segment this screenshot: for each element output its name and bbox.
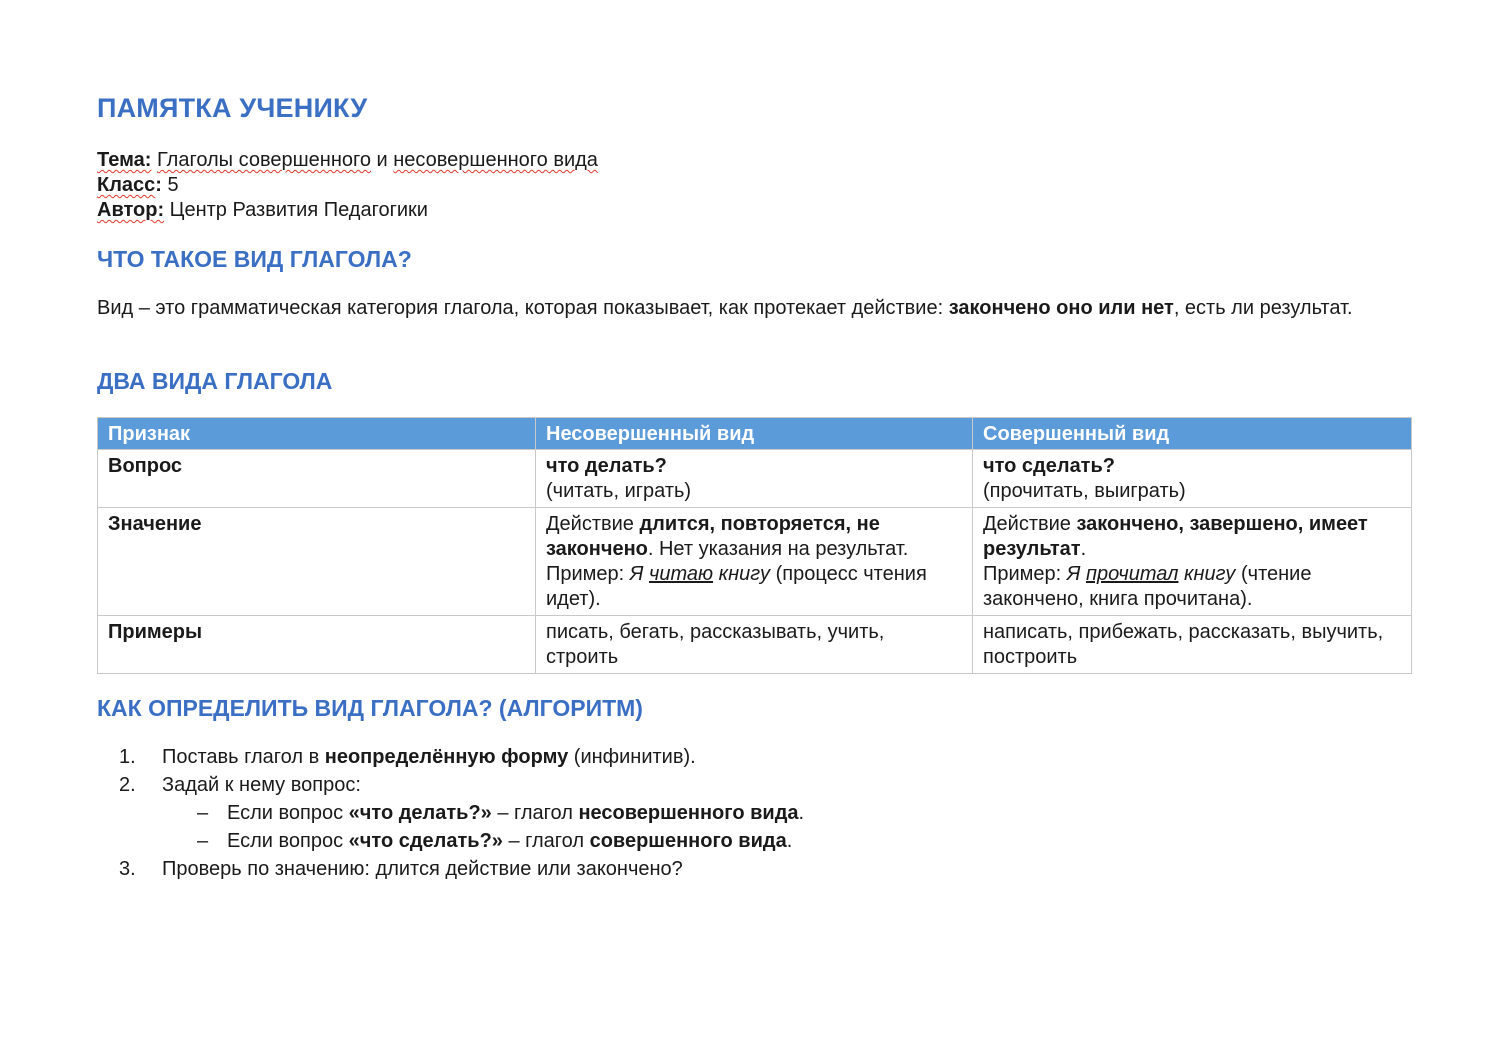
sub1-period: . <box>798 802 805 824</box>
imperfective-question: что делать? <box>546 455 667 477</box>
step1-bold: неопределённую форму <box>324 746 569 768</box>
sub1-question: «что делать?» <box>348 802 492 824</box>
dash-bullet: – <box>197 830 209 852</box>
row-label-meaning: Значение <box>98 508 536 616</box>
definition-text-end: , есть ли результат. <box>1173 297 1353 319</box>
list-item <box>97 771 804 799</box>
step3-text: Проверь по значению: длится действие или закончено? <box>162 858 683 880</box>
class-colon: : <box>155 174 162 196</box>
perfective-question-examples: (прочитать, выиграть) <box>983 480 1186 502</box>
imperfective-example-verb: читаю <box>648 563 714 585</box>
perfective-example-pronoun: Я <box>1066 563 1086 585</box>
imperfective-example-pronoun: Я <box>629 563 649 585</box>
row-label-question: Вопрос <box>98 450 536 508</box>
aspect-table <box>97 417 1412 674</box>
perfective-example-label: Пример: <box>983 563 1067 585</box>
section-heading-two-kinds: ДВА ВИДА ГЛАГОЛА <box>97 368 333 394</box>
list-number: 2. <box>119 774 136 796</box>
class-row <box>97 173 598 198</box>
perfective-example-note: (чтение закончено, книга прочитана). <box>983 563 1312 610</box>
sub-list-item <box>97 827 804 855</box>
class-value: 5 <box>167 174 179 196</box>
imperfective-meaning-text-end: . Нет указания на результат. <box>647 538 909 560</box>
perfective-question: что сделать? <box>983 455 1115 477</box>
table-row-question <box>98 450 1412 508</box>
list-number: 1. <box>119 746 136 768</box>
step2-text: Задай к нему вопрос: <box>162 774 361 796</box>
document-meta <box>97 148 598 223</box>
author-value: Центр Развития Педагогики <box>169 199 428 221</box>
header-perfective: Совершенный вид <box>973 418 1412 450</box>
cell-perfective-meaning <box>973 508 1412 616</box>
topic-label: Тема: <box>97 149 152 171</box>
dash-bullet: – <box>197 802 209 824</box>
sub2-text: Если вопрос <box>227 830 349 852</box>
perfective-meaning-text: Действие <box>983 513 1077 535</box>
cell-perfective-question <box>973 450 1412 508</box>
topic-value-part1: Глаголы совершенного <box>156 149 371 171</box>
sub2-period: . <box>786 830 793 852</box>
cell-imperfective-examples: писать, бегать, рассказывать, учить, строить <box>536 616 973 674</box>
imperfective-question-examples: (читать, играть) <box>546 480 692 502</box>
sub2-question: «что сделать?» <box>348 830 503 852</box>
algorithm-list <box>97 743 804 883</box>
perfective-meaning-text-end: . <box>1080 538 1087 560</box>
list-number: 3. <box>119 858 136 880</box>
section-heading-what-is: ЧТО ТАКОЕ ВИД ГЛАГОЛА? <box>97 246 412 272</box>
topic-row <box>97 148 598 173</box>
table-row-examples <box>98 616 1412 674</box>
table-header-row <box>98 418 1412 450</box>
imperfective-example-label: Пример: <box>546 563 630 585</box>
section-heading-algorithm: КАК ОПРЕДЕЛИТЬ ВИД ГЛАГОЛА? (АЛГОРИТМ) <box>97 695 643 721</box>
list-item <box>97 743 804 771</box>
sub-list-item <box>97 799 804 827</box>
list-item <box>97 855 804 883</box>
perfective-example-object: книгу <box>1178 563 1236 585</box>
sub1-text: Если вопрос <box>227 802 349 824</box>
step1-text-end: (инфинитив). <box>568 746 696 768</box>
perfective-meaning-bold: закончено, завершено, имеет результат <box>983 513 1368 560</box>
table-row-meaning <box>98 508 1412 616</box>
definition-text: Вид – это грамматическая категория глагола, которая показывает, как протекает действие: <box>97 297 949 319</box>
document-title: ПАМЯТКА УЧЕНИКУ <box>97 93 368 123</box>
sub1-aspect: несовершенного вида <box>578 802 799 824</box>
cell-imperfective-meaning <box>536 508 973 616</box>
sub1-text-mid: – глагол <box>491 802 579 824</box>
definition-paragraph <box>97 296 1397 321</box>
header-imperfective: Несовершенный вид <box>536 418 973 450</box>
header-feature: Признак <box>98 418 536 450</box>
cell-perfective-examples: написать, прибежать, рассказать, выучить, построить <box>973 616 1412 674</box>
definition-bold: закончено оно или нет <box>948 297 1174 319</box>
class-label: Класс <box>97 174 156 196</box>
cell-imperfective-question <box>536 450 973 508</box>
imperfective-meaning-text: Действие <box>546 513 640 535</box>
author-label: Автор: <box>97 199 165 221</box>
topic-value-part2: и <box>376 149 388 171</box>
author-row <box>97 198 598 223</box>
imperfective-example-note: (процесс чтения идет). <box>546 563 927 610</box>
imperfective-example-object: книгу <box>713 563 771 585</box>
step1-text: Поставь глагол в <box>162 746 325 768</box>
perfective-example-verb: прочитал <box>1085 563 1179 585</box>
sub2-aspect: совершенного вида <box>589 830 787 852</box>
imperfective-meaning-bold: длится, повторяется, не закончено <box>546 513 880 560</box>
row-label-examples: Примеры <box>98 616 536 674</box>
topic-value-part3: несовершенного вида <box>393 149 598 171</box>
sub2-text-mid: – глагол <box>502 830 590 852</box>
